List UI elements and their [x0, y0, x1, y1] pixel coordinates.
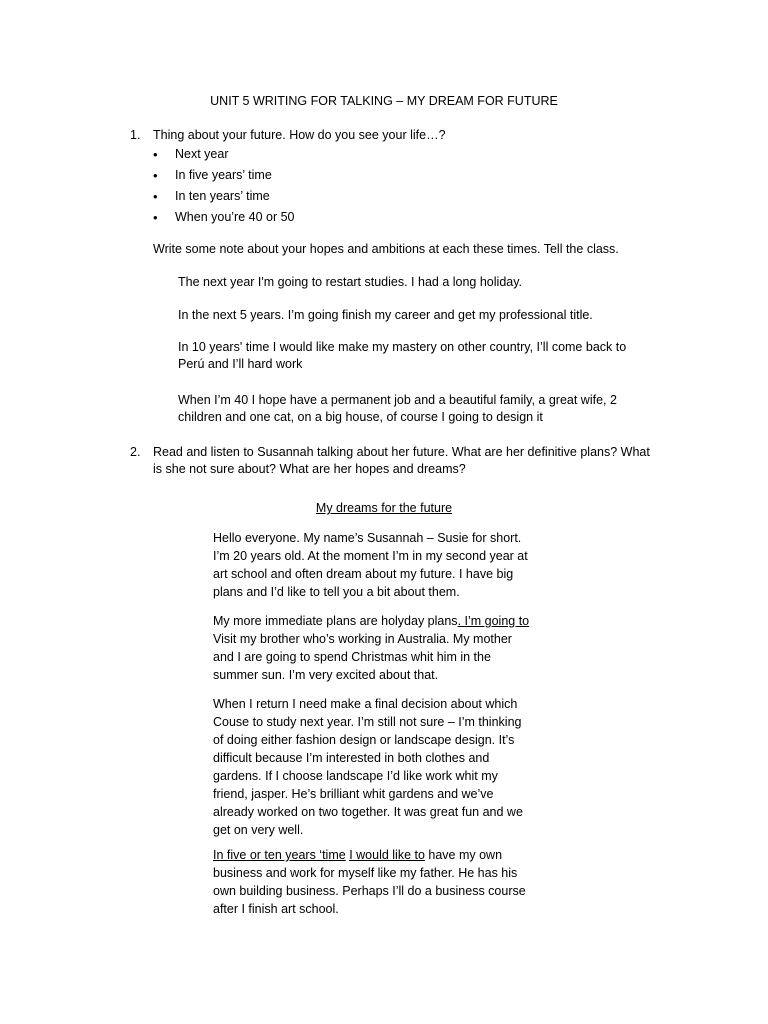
question-2-text: Read and listen to Susannah talking about her future. What are her definitive plans? What is she not sure about? What are her hopes and dreams?	[153, 445, 650, 476]
answer-next-year: The next year I'm going to restart studies. I had a long holiday.	[178, 275, 523, 289]
underlined-phrase: I would like to	[349, 848, 425, 862]
bullet-item: • When you’re 40 or 50	[153, 209, 295, 230]
page-title: UNIT 5 WRITING FOR TALKING – MY DREAM FOR FUTURE	[210, 94, 558, 108]
question-1-number: 1.	[130, 128, 141, 142]
story-paragraph-4	[213, 846, 533, 918]
story-paragraph-2-rest: Visit my brother who’s working in Australia. My mother and I are going to spend Christmas whit him in the summer sun. I’m very excited about that.	[213, 632, 512, 682]
bullet-item: • Next year	[153, 146, 295, 167]
underlined-phrase: In five or ten years ‘time	[213, 848, 346, 862]
answer-five-years: In the next 5 years. I’m going finish my career and get my professional title.	[178, 308, 593, 322]
answer-ten-years: In 10 years' time I would like make my mastery on other country, I’ll come back to Perú and I’ll hard work	[178, 340, 627, 371]
bullet-item: • In ten years’ time	[153, 188, 295, 209]
question-2	[130, 444, 650, 478]
story-paragraph-2-start: My more immediate plans are holyday plans	[213, 614, 458, 628]
story-paragraph-4-rest: have my own business and work for myself like my father. He has his own building business. Perhaps I’ll do a business course after I finish art school.	[213, 848, 526, 916]
question-1-text: Thing about your future. How do you see your life…?	[153, 128, 446, 142]
question-1	[130, 127, 670, 144]
instruction-text: Write some note about your hopes and ambitions at each these times. Tell the class.	[153, 242, 619, 256]
story-paragraph-1: Hello everyone. My name’s Susannah – Susie for short. I’m 20 years old. At the moment I’m in my second year at art school and often dream about my future. I have big plans and I’d like to tell you a bit about them.	[213, 531, 528, 599]
story-paragraph-3: When I return I need make a final decision about which Couse to study next year. I’m still not sure – I’m thinking of doing either fashion design or landscape design. It’s difficult because I’m interested in both clothes and gardens. If I choose landscape I’d like work whit my friend, jasper. He’s brilliant whit gardens and we’ve already worked on two together. It was great fun and we get on very well.	[213, 697, 523, 837]
question-2-number: 2.	[130, 445, 141, 459]
story-paragraph-2	[213, 612, 533, 684]
underlined-phrase: . I’m going to	[457, 614, 530, 628]
time-bullet-list	[153, 146, 295, 230]
answer-forty: When I’m 40 I hope have a permanent job and a beautiful family, a great wife, 2 children and one cat, on a big house, of course I going to design it	[178, 393, 617, 424]
bullet-item: • In five years’ time	[153, 167, 295, 188]
story-title: My dreams for the future	[315, 501, 453, 515]
